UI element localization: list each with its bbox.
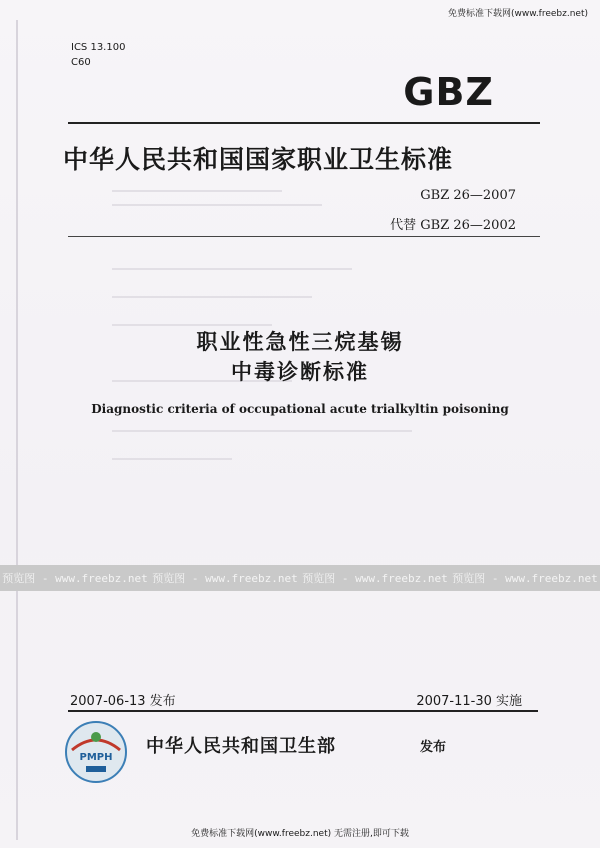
bleed-through-line [112,296,312,298]
classification-codes [71,40,125,70]
title-cn-line2: 中毒诊断标准 [231,360,369,384]
class-code: C60 [71,57,91,68]
issue-date: 2007-06-13 发布 [70,694,176,709]
preview-watermark-band [0,565,600,591]
bleed-through-line [112,268,352,270]
gbz-logo: GBZ [403,70,494,114]
top-site-link[interactable]: 免费标准下载网(www.freebz.net) [448,9,588,19]
watermark-text: 预览图 - www.freebz.net [302,572,448,585]
top-rule [68,122,540,124]
standard-category-title: 中华人民共和国国家职业卫生标准 [63,145,454,174]
header-rule [68,236,540,237]
issuing-ministry: 中华人民共和国卫生部 [146,736,336,757]
footer-note[interactable]: 免费标准下载网(www.freebz.net) 无需注册,即可下载 [191,829,409,839]
scan-edge-shadow [16,20,18,840]
replaced-standard: 代替 GBZ 26—2002 [390,218,516,233]
standard-number: GBZ 26—2007 [420,188,516,203]
bleed-through-line [112,430,412,432]
ics-code: ICS 13.100 [71,42,126,53]
implement-date: 2007-11-30 实施 [416,694,522,709]
bleed-through-line [112,204,322,206]
watermark-text: 预览图 - www.freebz.net [452,572,598,585]
seal-text: PMPH [79,752,113,763]
publish-label: 发布 [420,740,447,755]
bleed-through-line [112,458,232,460]
bleed-through-line [112,190,282,192]
watermark-text: 预览图 - www.freebz.net [2,572,148,585]
title-en: Diagnostic criteria of occupational acute trialkyltin poisoning [91,402,509,416]
watermark-text: 预览图 - www.freebz.net [152,572,298,585]
footer-rule [68,710,538,712]
title-cn-line1: 职业性急性三烷基锡 [196,330,404,354]
publisher-seal-icon [64,720,128,784]
